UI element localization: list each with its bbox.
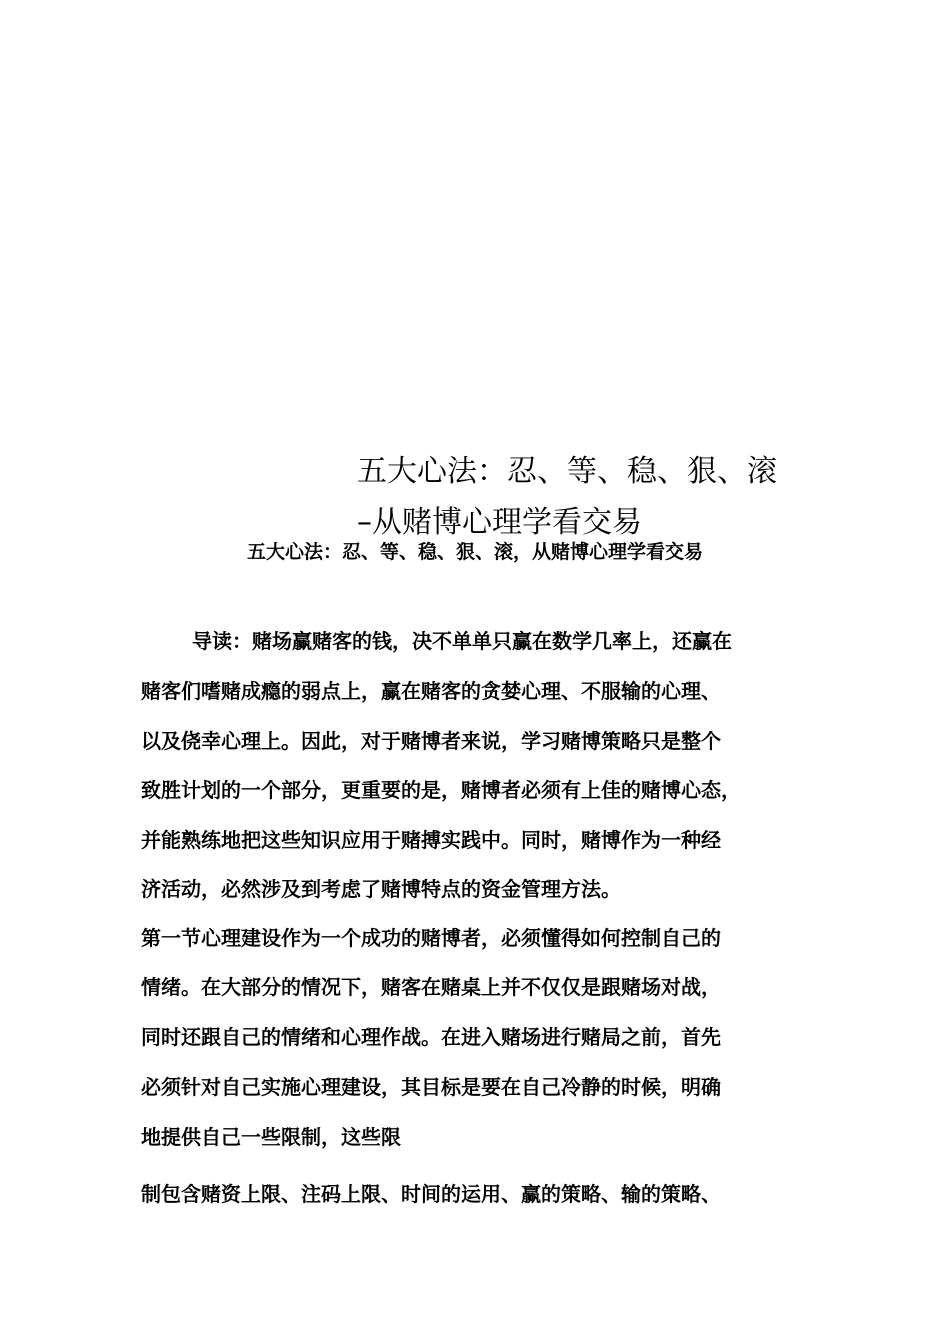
paragraph-line: 导读：赌场赢赌客的钱，决不单单只赢在数学几率上，还赢在 <box>192 629 732 653</box>
title-line-1: 五大心法：忍、等、稳、狠、滚 <box>357 454 777 489</box>
paragraph-line: 济活动，必然涉及到考虑了赌博特点的资金管理方法。 <box>141 877 621 901</box>
paragraph-line: 情绪。在大部分的情况下，赌客在赌桌上并不仅仅是跟赌场对战， <box>141 975 721 999</box>
paragraph-line: 制包含赌资上限、注码上限、时间的运用、赢的策略、输的策略、 <box>141 1182 721 1206</box>
paragraph-line: 致胜计划的一个部分，更重要的是，赌博者必须有上佳的赌博心态， <box>141 778 741 802</box>
paragraph-line: 以及侥幸心理上。因此，对于赌博者来说，学习赌博策略只是整个 <box>141 729 721 753</box>
paragraph-line: 必须针对自己实施心理建设，其目标是要在自己冷静的时候，明确 <box>141 1075 721 1099</box>
paragraph-line: 第一节心理建设作为一个成功的赌博者，必须懂得如何控制自己的 <box>141 926 721 950</box>
title-line-2: –从赌博心理学看交易 <box>357 505 642 540</box>
paragraph-line: 并能熟练地把这些知识应用于赌搏实践中。同时，赌博作为一种经 <box>141 828 721 852</box>
subtitle: 五大心法：忍、等、稳、狠、滚，从赌博心理学看交易 <box>246 541 703 563</box>
paragraph-line: 赌客们嗜赌成瘾的弱点上，赢在赌客的贪婪心理、不服输的心理、 <box>141 679 721 703</box>
paragraph-line: 地提供自己一些限制，这些限 <box>141 1125 401 1149</box>
paragraph-line: 同时还跟自己的情绪和心理作战。在进入赌场进行赌局之前，首先 <box>141 1025 721 1049</box>
